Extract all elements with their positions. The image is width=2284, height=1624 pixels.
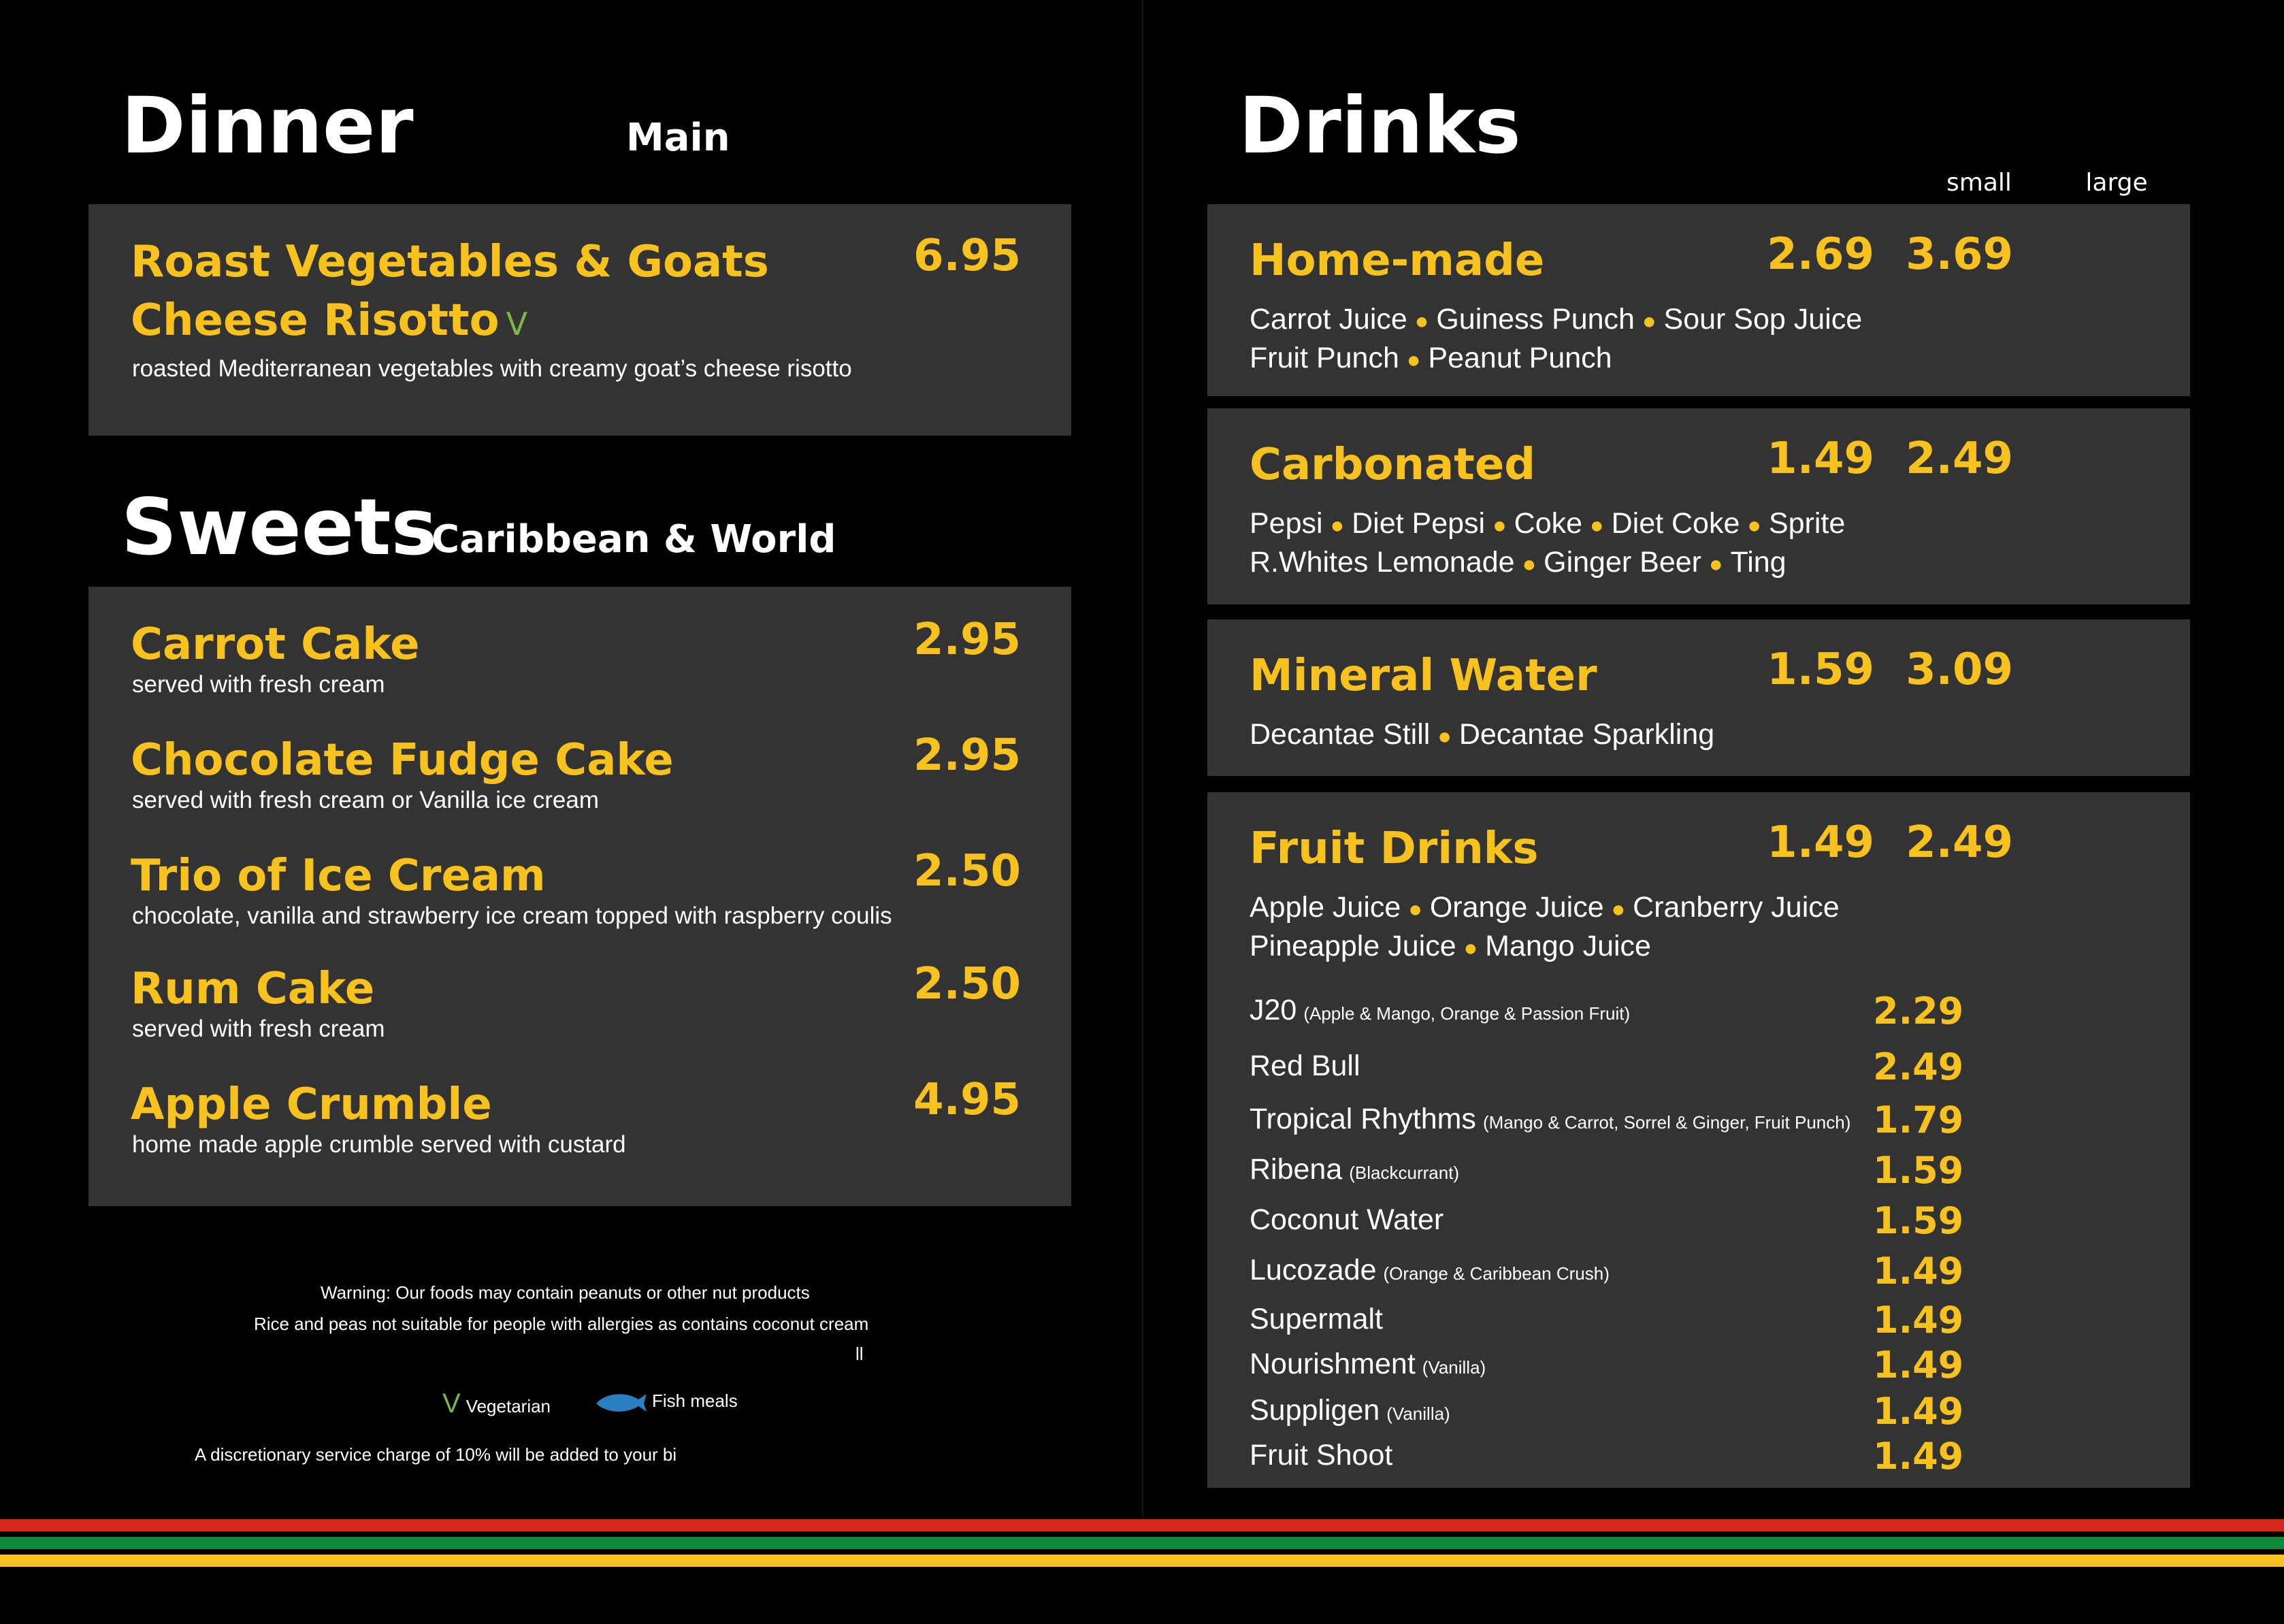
separator-dot: ● (1522, 551, 1537, 577)
stripe-green (0, 1537, 2284, 1549)
drink-list-row (1250, 928, 1840, 967)
drink-list (1250, 505, 1845, 583)
drink-row-price: 1.79 (1873, 1099, 1964, 1141)
drink-row-label: Suppligen (1250, 1394, 1380, 1427)
drink-list (1250, 301, 1862, 378)
separator-dot: ● (1708, 551, 1723, 577)
drink-list-item: Sprite (1768, 507, 1846, 540)
drink-row-price: 1.49 (1873, 1435, 1964, 1478)
drink-row (1207, 1344, 2190, 1391)
drink-row-label: Lucozade (1250, 1254, 1377, 1286)
drink-list-item: Mango Juice (1485, 930, 1651, 962)
separator-dot: ● (1642, 308, 1657, 334)
drink-row (1207, 1149, 2190, 1197)
dinner-subtitle: Main (626, 116, 730, 160)
drink-row-label: Ribena (1250, 1153, 1343, 1186)
drink-group-name: Home-made (1250, 236, 1545, 286)
drink-price-large: 2.49 (1906, 817, 2013, 868)
sweets-panel (88, 587, 1071, 1206)
drink-price-small: 2.69 (1767, 229, 1874, 280)
coconut-warning: Rice and peas not suitable for people with allergies as contains coconut cream (254, 1314, 869, 1334)
sweet-item-price: 4.95 (913, 1075, 1021, 1125)
dinner-item-name (131, 233, 769, 353)
separator-dot: ● (1414, 308, 1429, 334)
drink-list-item: Apple Juice (1250, 891, 1401, 924)
separator-dot: ● (1408, 896, 1422, 922)
drink-price-small: 1.49 (1767, 817, 1874, 868)
drink-list-item: Diet Pepsi (1352, 507, 1486, 540)
drink-row-name (1250, 1203, 1443, 1237)
dinner-item-name-line1: Roast Vegetables & Goats (131, 237, 769, 287)
drink-group-name: Mineral Water (1250, 651, 1597, 701)
drink-panel (1207, 792, 2190, 1488)
drink-row-label: J20 (1250, 994, 1297, 1026)
separator-dot: ● (1406, 347, 1421, 373)
service-charge: A discretionary service charge of 10% will be added to your bi (195, 1444, 677, 1465)
drink-row (1207, 1299, 2190, 1346)
legend-vegetarian (442, 1388, 551, 1419)
drink-row-price: 1.49 (1873, 1390, 1964, 1433)
sweet-item-desc: served with fresh cream (132, 1016, 385, 1042)
dinner-panel (88, 204, 1071, 436)
drink-group-name: Fruit Drinks (1250, 824, 1539, 874)
drink-panel (1207, 204, 2190, 396)
drink-list-row (1250, 716, 1714, 755)
drink-row-name (1250, 1394, 1450, 1427)
page-fold (1142, 0, 1143, 1525)
nut-warning: Warning: Our foods may contain peanuts or other nut products (321, 1282, 810, 1303)
separator-dot: ● (1590, 513, 1604, 538)
drink-row (1207, 990, 2190, 1037)
sweets-subtitle: Caribbean & World (431, 517, 836, 562)
drink-row-name (1250, 1153, 1459, 1186)
drink-row-note: (Apple & Mango, Orange & Passion Fruit) (1303, 1003, 1631, 1024)
drink-row-label: Coconut Water (1250, 1203, 1444, 1236)
sweet-item-name: Carrot Cake (131, 619, 420, 670)
drink-row-note: (Mango & Carrot, Sorrel & Ginger, Fruit Punch) (1482, 1112, 1851, 1133)
sweet-item-name: Chocolate Fudge Cake (131, 735, 674, 785)
sweet-item-desc: served with fresh cream or Vanilla ice cream (132, 787, 599, 813)
drink-row (1207, 1390, 2190, 1438)
drink-list-item: Pepsi (1250, 507, 1323, 540)
drink-row-label: Nourishment (1250, 1348, 1416, 1380)
sweet-item-desc: chocolate, vanilla and strawberry ice cream topped with raspberry coulis (132, 903, 892, 929)
sweet-item-price: 2.50 (913, 959, 1021, 1009)
drink-list (1250, 889, 1840, 967)
drink-row-note: (Vanilla) (1422, 1357, 1486, 1378)
dinner-title: Dinner (121, 80, 414, 171)
drink-list-item: Decantae Still (1250, 718, 1431, 751)
col-large-label: large (2085, 169, 2148, 197)
drink-list-row (1250, 505, 1845, 544)
stripe-yellow (0, 1555, 2284, 1567)
vegetarian-icon: V (442, 1388, 461, 1418)
separator-dot: ● (1437, 724, 1452, 749)
drink-price-small: 1.59 (1767, 645, 1874, 695)
stripe-red (0, 1519, 2284, 1531)
drink-row-name (1250, 1439, 1392, 1472)
sweet-item-desc: served with fresh cream (132, 671, 385, 698)
drink-row (1207, 1199, 2190, 1247)
drink-row-label: Supermalt (1250, 1303, 1383, 1335)
drink-list-item: R.Whites Lemonade (1250, 546, 1515, 579)
drink-row-label: Tropical Rhythms (1250, 1103, 1476, 1135)
drink-list-item: Decantae Sparkling (1458, 718, 1715, 751)
drink-row (1207, 1099, 2190, 1146)
sweets-title: Sweets (121, 482, 438, 572)
sweet-item-price: 2.95 (913, 730, 1021, 781)
sweet-item-price: 2.50 (913, 846, 1021, 896)
drink-row-name (1250, 1103, 1850, 1136)
drink-panel (1207, 408, 2190, 604)
drink-price-large: 2.49 (1906, 434, 2013, 484)
drink-price-small: 1.49 (1767, 434, 1874, 484)
drink-list-row (1250, 301, 1862, 340)
drink-list-item: Pineapple Juice (1250, 930, 1456, 962)
separator-dot: ● (1747, 513, 1761, 538)
legend-fish (593, 1388, 738, 1416)
drink-row-note: (Blackcurrant) (1349, 1163, 1460, 1183)
drink-row-note: (Vanilla) (1386, 1403, 1450, 1424)
drink-list-item: Ting (1730, 546, 1787, 579)
fish-icon (593, 1388, 648, 1416)
drink-list-item: Cranberry Juice (1633, 891, 1840, 924)
drink-row-name (1250, 1348, 1486, 1381)
drinks-title: Drinks (1239, 80, 1521, 171)
dinner-item-desc: roasted Mediterranean vegetables with creamy goat’s cheese risotto (132, 355, 852, 382)
drink-list-item: Guiness Punch (1436, 303, 1635, 336)
drink-group-name: Carbonated (1250, 440, 1536, 490)
drink-list-row (1250, 544, 1845, 583)
sweet-item-name: Apple Crumble (131, 1079, 492, 1130)
drink-row-price: 1.59 (1873, 1149, 1964, 1192)
drink-list-item: Diet Coke (1611, 507, 1740, 540)
drink-row-name (1250, 994, 1630, 1027)
drink-list-item: Carrot Juice (1250, 303, 1407, 336)
drink-list-item: Ginger Beer (1544, 546, 1701, 579)
separator-dot: ● (1463, 935, 1478, 961)
drink-price-large: 3.09 (1906, 645, 2013, 695)
drink-row-price: 1.49 (1873, 1299, 1964, 1342)
dinner-item-price: 6.95 (913, 231, 1021, 281)
drink-row-label: Red Bull (1250, 1050, 1360, 1082)
separator-dot: ● (1611, 896, 1626, 922)
drink-row (1207, 1250, 2190, 1297)
drink-row-price: 1.49 (1873, 1250, 1964, 1293)
drink-row-name (1250, 1303, 1383, 1336)
drink-row-name (1250, 1254, 1610, 1287)
sweet-item-name: Rum Cake (131, 964, 375, 1014)
col-small-label: small (1946, 169, 2012, 197)
dinner-item-name-line2 (131, 291, 769, 353)
drink-row (1207, 1045, 2190, 1093)
drink-price-large: 3.69 (1906, 229, 2013, 280)
drink-row-price: 2.29 (1873, 990, 1964, 1033)
drink-list-item: Fruit Punch (1250, 342, 1399, 374)
drink-row-name (1250, 1050, 1360, 1083)
sweet-item-price: 2.95 (913, 615, 1021, 665)
drink-list-item: Coke (1514, 507, 1583, 540)
dinner-item-name-line2-text: Cheese Risotto (131, 295, 500, 346)
separator-dot: ● (1492, 513, 1507, 538)
drink-list (1250, 716, 1714, 755)
legend-vegetarian-label: Vegetarian (466, 1396, 551, 1416)
drink-list-item: Sour Sop Juice (1663, 303, 1863, 336)
legend-fish-label: Fish meals (652, 1390, 738, 1411)
vegetarian-icon: V (506, 306, 528, 342)
drink-list-item: Orange Juice (1429, 891, 1604, 924)
drink-list-item: Peanut Punch (1428, 342, 1612, 374)
drink-list-row (1250, 340, 1862, 378)
sweet-item-desc: home made apple crumble served with custard (132, 1131, 626, 1158)
drink-panel (1207, 619, 2190, 776)
drink-list-row (1250, 889, 1840, 928)
drink-row-price: 1.49 (1873, 1344, 1964, 1386)
drink-row-price: 2.49 (1873, 1045, 1964, 1088)
sweet-item-name: Trio of Ice Cream (131, 851, 546, 901)
footer-mark: ll (855, 1344, 864, 1364)
drink-row-price: 1.59 (1873, 1199, 1964, 1242)
drink-row-note: (Orange & Caribbean Crush) (1383, 1263, 1610, 1284)
separator-dot: ● (1330, 513, 1345, 538)
drink-row-label: Fruit Shoot (1250, 1439, 1393, 1472)
drink-row (1207, 1435, 2190, 1482)
